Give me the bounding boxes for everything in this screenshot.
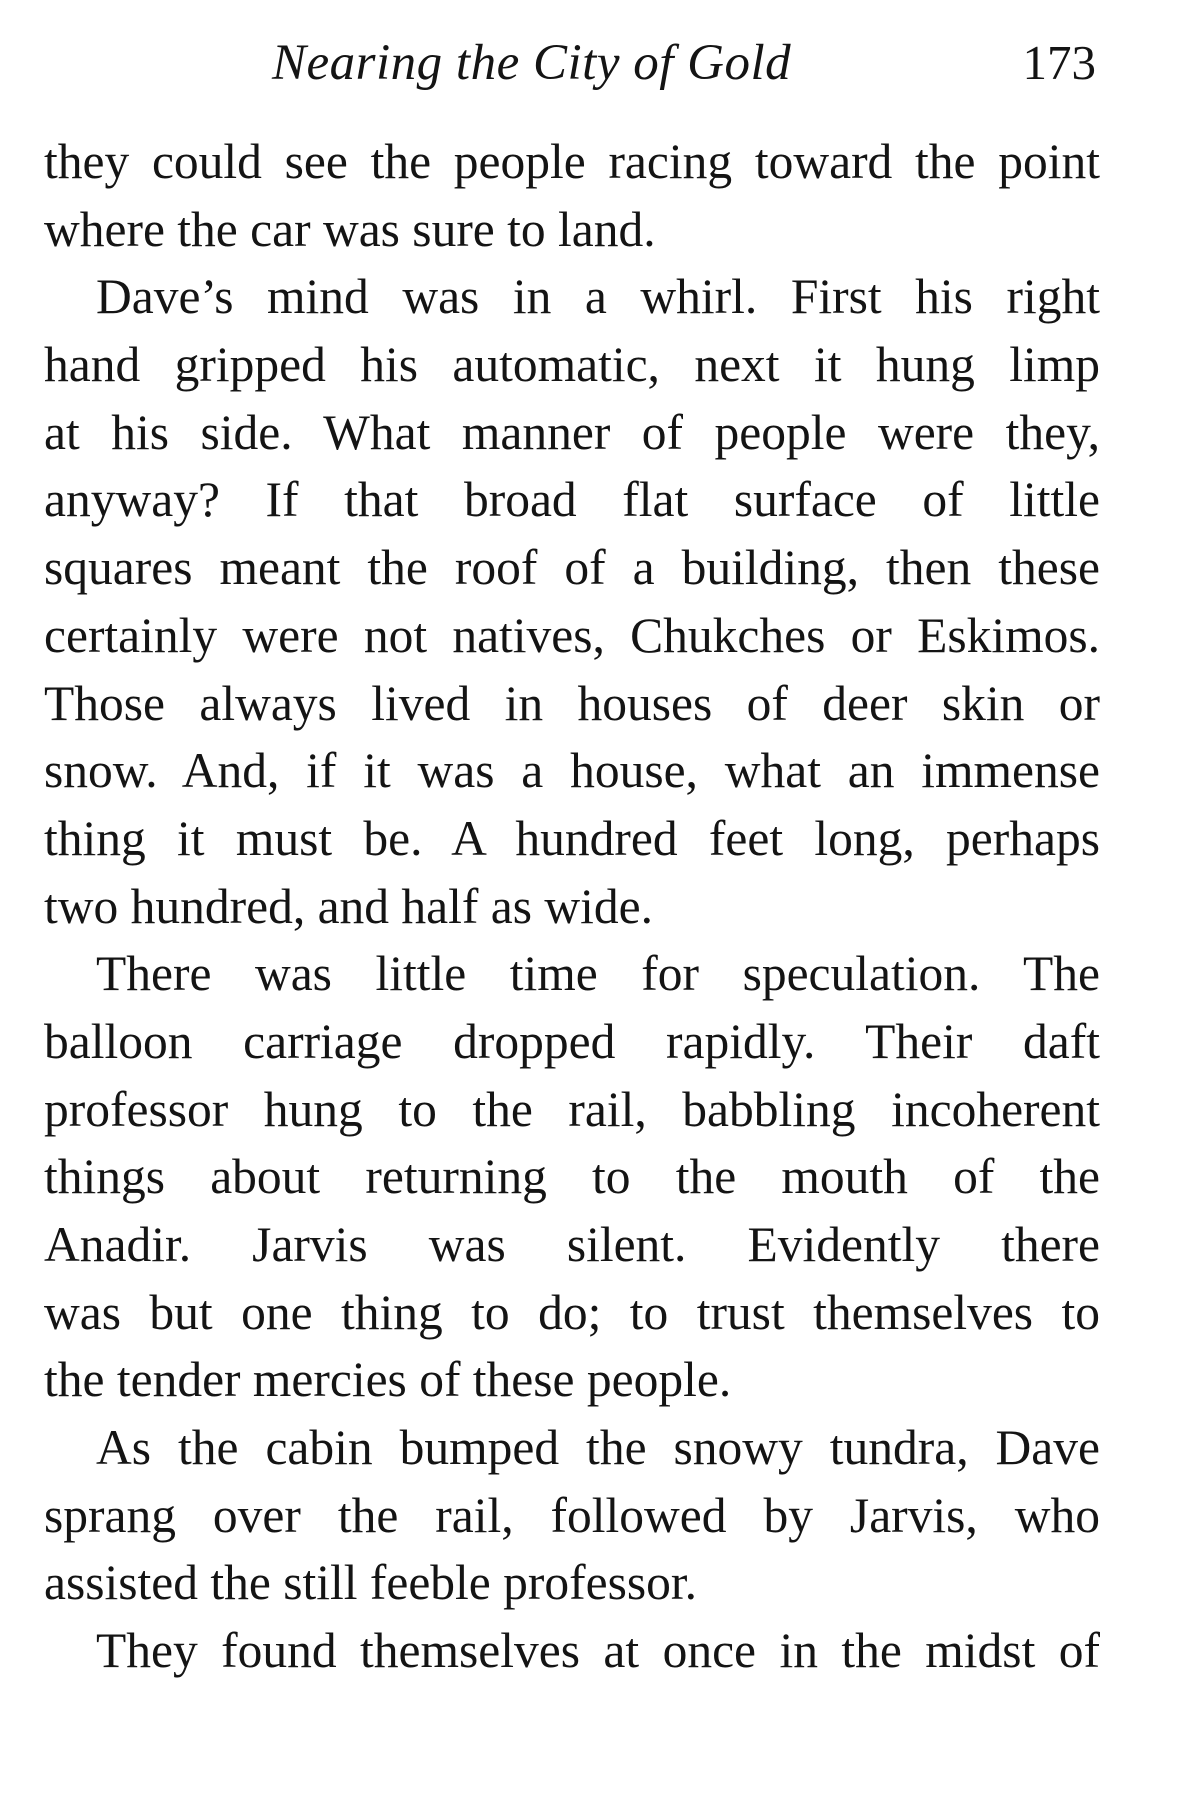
text-line: As the cabin bumped the snowy tundra, Dave [96, 1420, 1100, 1476]
text-line: Those always lived in houses of deer skin or [44, 675, 1100, 731]
text-line: Anadir. Jarvis was silent. Evidently there [44, 1217, 1100, 1272]
text-line: at his side. What manner of people were they, [44, 404, 1100, 460]
text-line: they could see the people racing toward the point [44, 134, 1100, 189]
text-line: thing it must be. A hundred feet long, perhaps [44, 810, 1100, 866]
text-line: things about returning to the mouth of the [44, 1149, 1100, 1205]
text-line: balloon carriage dropped rapidly. Their daft [44, 1013, 1100, 1069]
text-line: hand gripped his automatic, next it hung limp [44, 337, 1100, 393]
page-number: 173 [1022, 35, 1096, 90]
paragraph [44, 1617, 1100, 1685]
text-line: snow. And, if it was a house, what an immense [44, 743, 1100, 799]
text-line: There was little time for speculation. The [96, 946, 1100, 1002]
text-line: sprang over the rail, followed by Jarvis, who [44, 1487, 1100, 1543]
text-line: professor hung to the rail, babbling incoherent [44, 1081, 1100, 1137]
paragraph [44, 940, 1100, 1414]
paragraph-continued [44, 128, 1100, 263]
paragraph [44, 263, 1100, 940]
text-line: Dave’s mind was in a whirl. First his right [96, 269, 1100, 325]
text-line: assisted the still feeble professor. [44, 1555, 697, 1611]
paragraph [44, 1414, 1100, 1617]
text-line: was but one thing to do; to trust themselves to [44, 1284, 1100, 1340]
text-line: where the car was sure to land. [44, 201, 656, 257]
body-text [44, 128, 1100, 1685]
running-head [44, 28, 1104, 108]
text-line: the tender mercies of these people. [44, 1352, 732, 1408]
text-line: squares meant the roof of a building, then these [44, 540, 1100, 596]
text-line: anyway? If that broad flat surface of little [44, 472, 1100, 528]
text-line: certainly were not natives, Chukches or Eskimos. [44, 607, 1100, 663]
running-title: Nearing the City of Gold [272, 35, 792, 91]
text-line: two hundred, and half as wide. [44, 878, 653, 934]
text-line: They found themselves at once in the midst of [96, 1623, 1100, 1679]
